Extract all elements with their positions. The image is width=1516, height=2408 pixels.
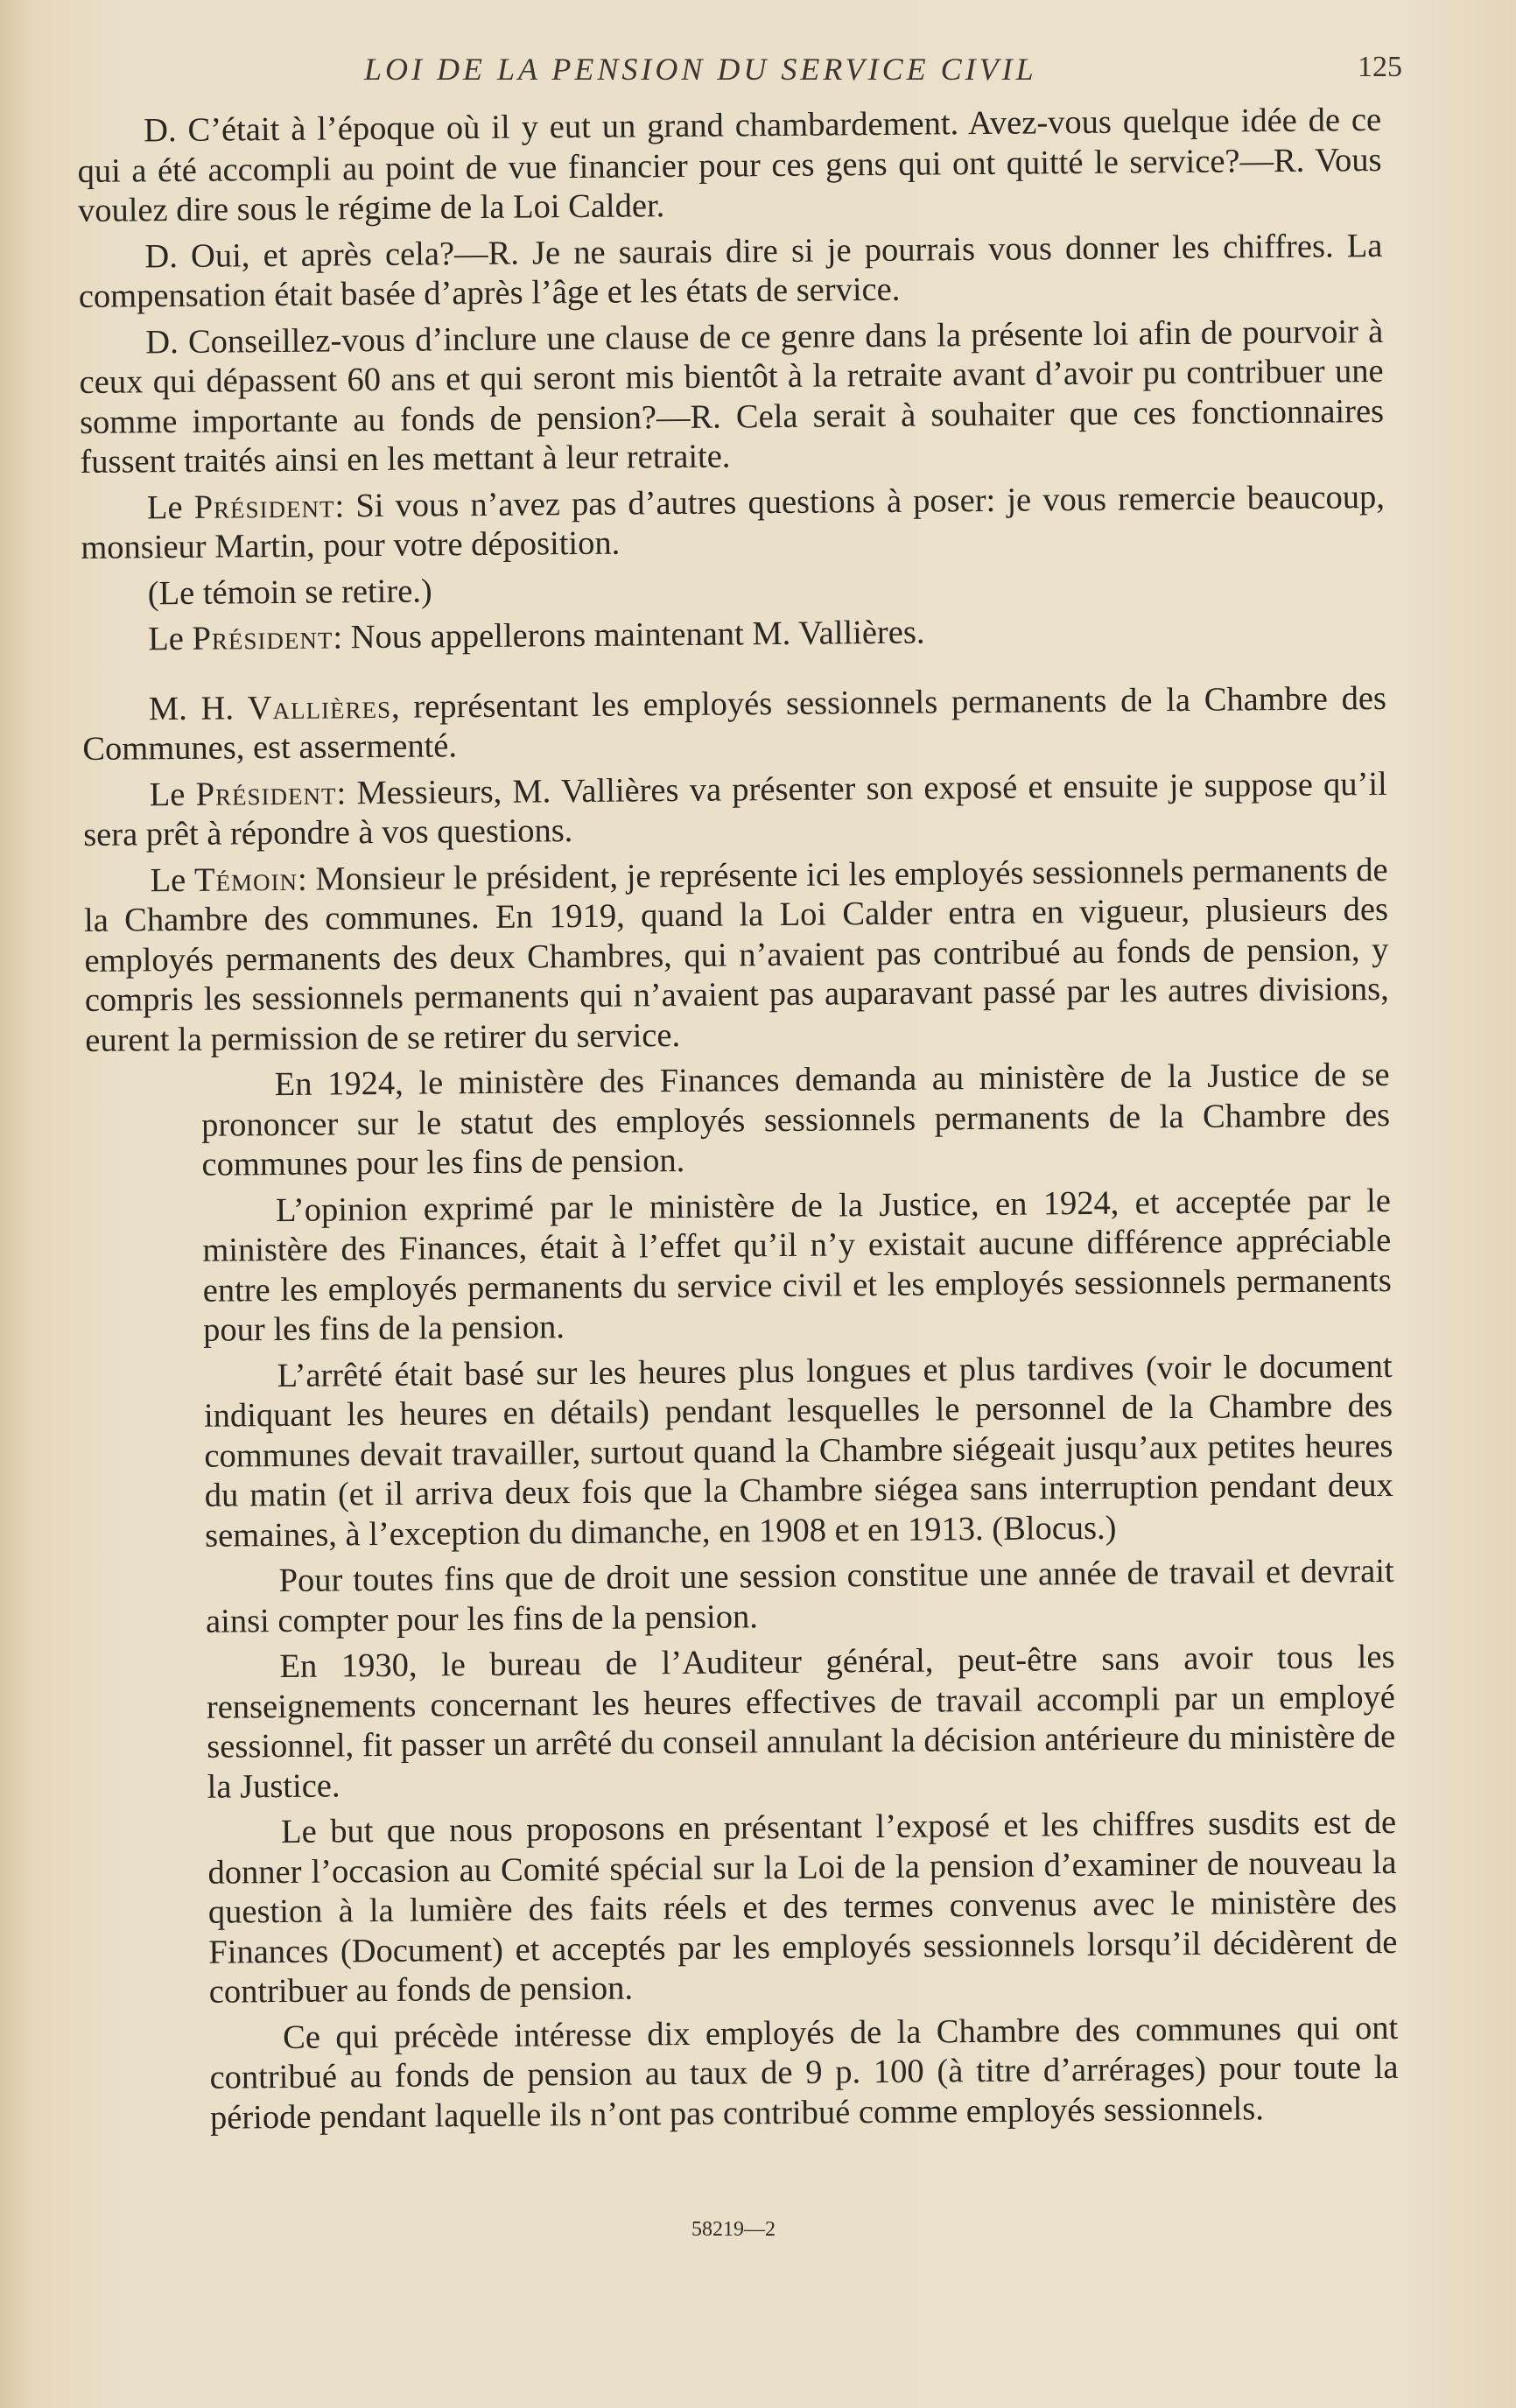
quoted-paragraph-3: L’arrêté était basé sur les heures plus longues et plus tardives (voir le document indiquant les heures en détails) pendant lesquelles le personnel de la Chambre des communes devait travailler, surtout quand la Chambre siégeait jusqu’aux petites heures du matin (et il arriva deux fois que la Chambre siégea sans interruption pendant deux semaines, à l’exception du dimanche, en 1908 et en 1913. (Blocus.) bbox=[203, 1347, 1393, 1555]
running-title: LOI DE LA PENSION DU SERVICE CIVIL bbox=[364, 52, 1037, 87]
president-remark-1: Le Président: Si vous n’avez pas d’autres questions à poser: je vous remercie beaucoup, monsieur Martin, pour votre déposition. bbox=[81, 478, 1386, 566]
quoted-paragraph-6: Le but que nous proposons en présentant l’exposé et les chiffres susdits est de donner l’occasion au Comité spécial sur la Loi de la pension d’examiner de nouveau la question à la lumière des faits réels et des termes convenus avec le ministère des Finances (Document) et acceptés par les employés sessionnels lorsqu’il décidèrent de contribuer au fonds de pension. bbox=[207, 1803, 1398, 2011]
speaker-label: Président bbox=[193, 487, 335, 526]
question-paragraph-2: D. Oui, et après cela?—R. Je ne saurais dire si je pourrais vous donner les chiffres. La compensation était basée d’après l’âge et les états de service. bbox=[78, 227, 1383, 315]
speaker-label: Président bbox=[195, 774, 337, 813]
quoted-statement bbox=[86, 1056, 1400, 2139]
page-number: 125 bbox=[1358, 51, 1402, 83]
witness-sworn: M. H. Vallières, représentant les employés sessionnels permanents de la Chambre des Communes, est assermenté. bbox=[82, 679, 1387, 768]
question-paragraph-1: D. C’était à l’époque où il y eut un grand chambardement. Avez-vous quelque idée de ce qui a été accompli au point de vue financier pour ces gens qui ont quitté le service?—R. Vous voulez dire sous le régime de la Loi Calder. bbox=[77, 101, 1382, 229]
quoted-paragraph-7: Ce qui précède intéresse dix employés de la Chambre des communes qui ont contribué au fonds de pension au taux de 9 p. 100 (à titre d’arrérages) pour toute la période pendant laquelle ils n’ont pas contribué comme employés sessionnels. bbox=[209, 2009, 1399, 2137]
stage-direction: (Le témoin se retire.) bbox=[147, 572, 432, 612]
quoted-paragraph-2: L’opinion exprimé par le ministère de la Justice, en 1924, et acceptée par le ministère des Finances, était à l’effet qu’il n’y existait aucune différence appréciable entre les employés permanents du service civil et les employés sessionnels permanents pour les fins de la pension. bbox=[202, 1182, 1392, 1349]
president-remark-3: Le Président: Messieurs, M. Vallières va présenter son exposé et ensuite je suppose qu’il sera prêt à répondre à vos questions. bbox=[83, 765, 1387, 853]
president-remark-2: Le Président: Nous appellerons maintenant M. Vallières. bbox=[148, 614, 925, 658]
quoted-paragraph-5: En 1930, le bureau de l’Auditeur général, peut-être sans avoir tous les renseignements concernant les heures effectives de travail accompli par un employé sessionnel, fit passer un arrêté du conseil annulant la décision antérieure du ministère de la Justice. bbox=[206, 1638, 1396, 1806]
witness-statement: Le Témoin: Monsieur le président, je représente ici les employés sessionnels permanents de la Chambre des communes. En 1919, quand la Loi Calder entra en vigueur, plusieurs des employés permanents des deux Chambres, qui n’avaient pas contribué au fonds de pension, y compris les sessionnels permanents qui n’avaient pas auparavant passé par les autres divisions, eurent la permission de se retirer du service. bbox=[83, 851, 1389, 1059]
speaker-label: Témoin bbox=[193, 860, 298, 899]
page-body bbox=[77, 101, 1399, 2145]
page-header bbox=[79, 51, 1402, 95]
speaker-label: Président bbox=[192, 619, 333, 657]
quoted-paragraph-4: Pour toutes fins que de droit une session constitue une année de travail et devrait ainsi compter pour les fins de la pension. bbox=[205, 1552, 1394, 1640]
quoted-paragraph-1: En 1924, le ministère des Finances demanda au ministère de la Justice de se prononcer sur le statut des employés sessionnels permanents de la Chambre des communes pour les fins de pension. bbox=[200, 1056, 1391, 1183]
printer-signature: 58219—2 bbox=[691, 2218, 776, 2241]
witness-name: Vallières bbox=[247, 688, 392, 727]
question-paragraph-3: D. Conseillez-vous d’inclure une clause de ce genre dans la présente loi afin de pourvoir à ceux qui dépassent 60 ans et qui seront mis bientôt à la retraite avant d’avoir pu contribuer une somme importante au fonds de pension?—R. Cela serait à souhaiter que ces fonctionnaires fussent traités ainsi en les mettant à leur retraite. bbox=[79, 312, 1385, 481]
